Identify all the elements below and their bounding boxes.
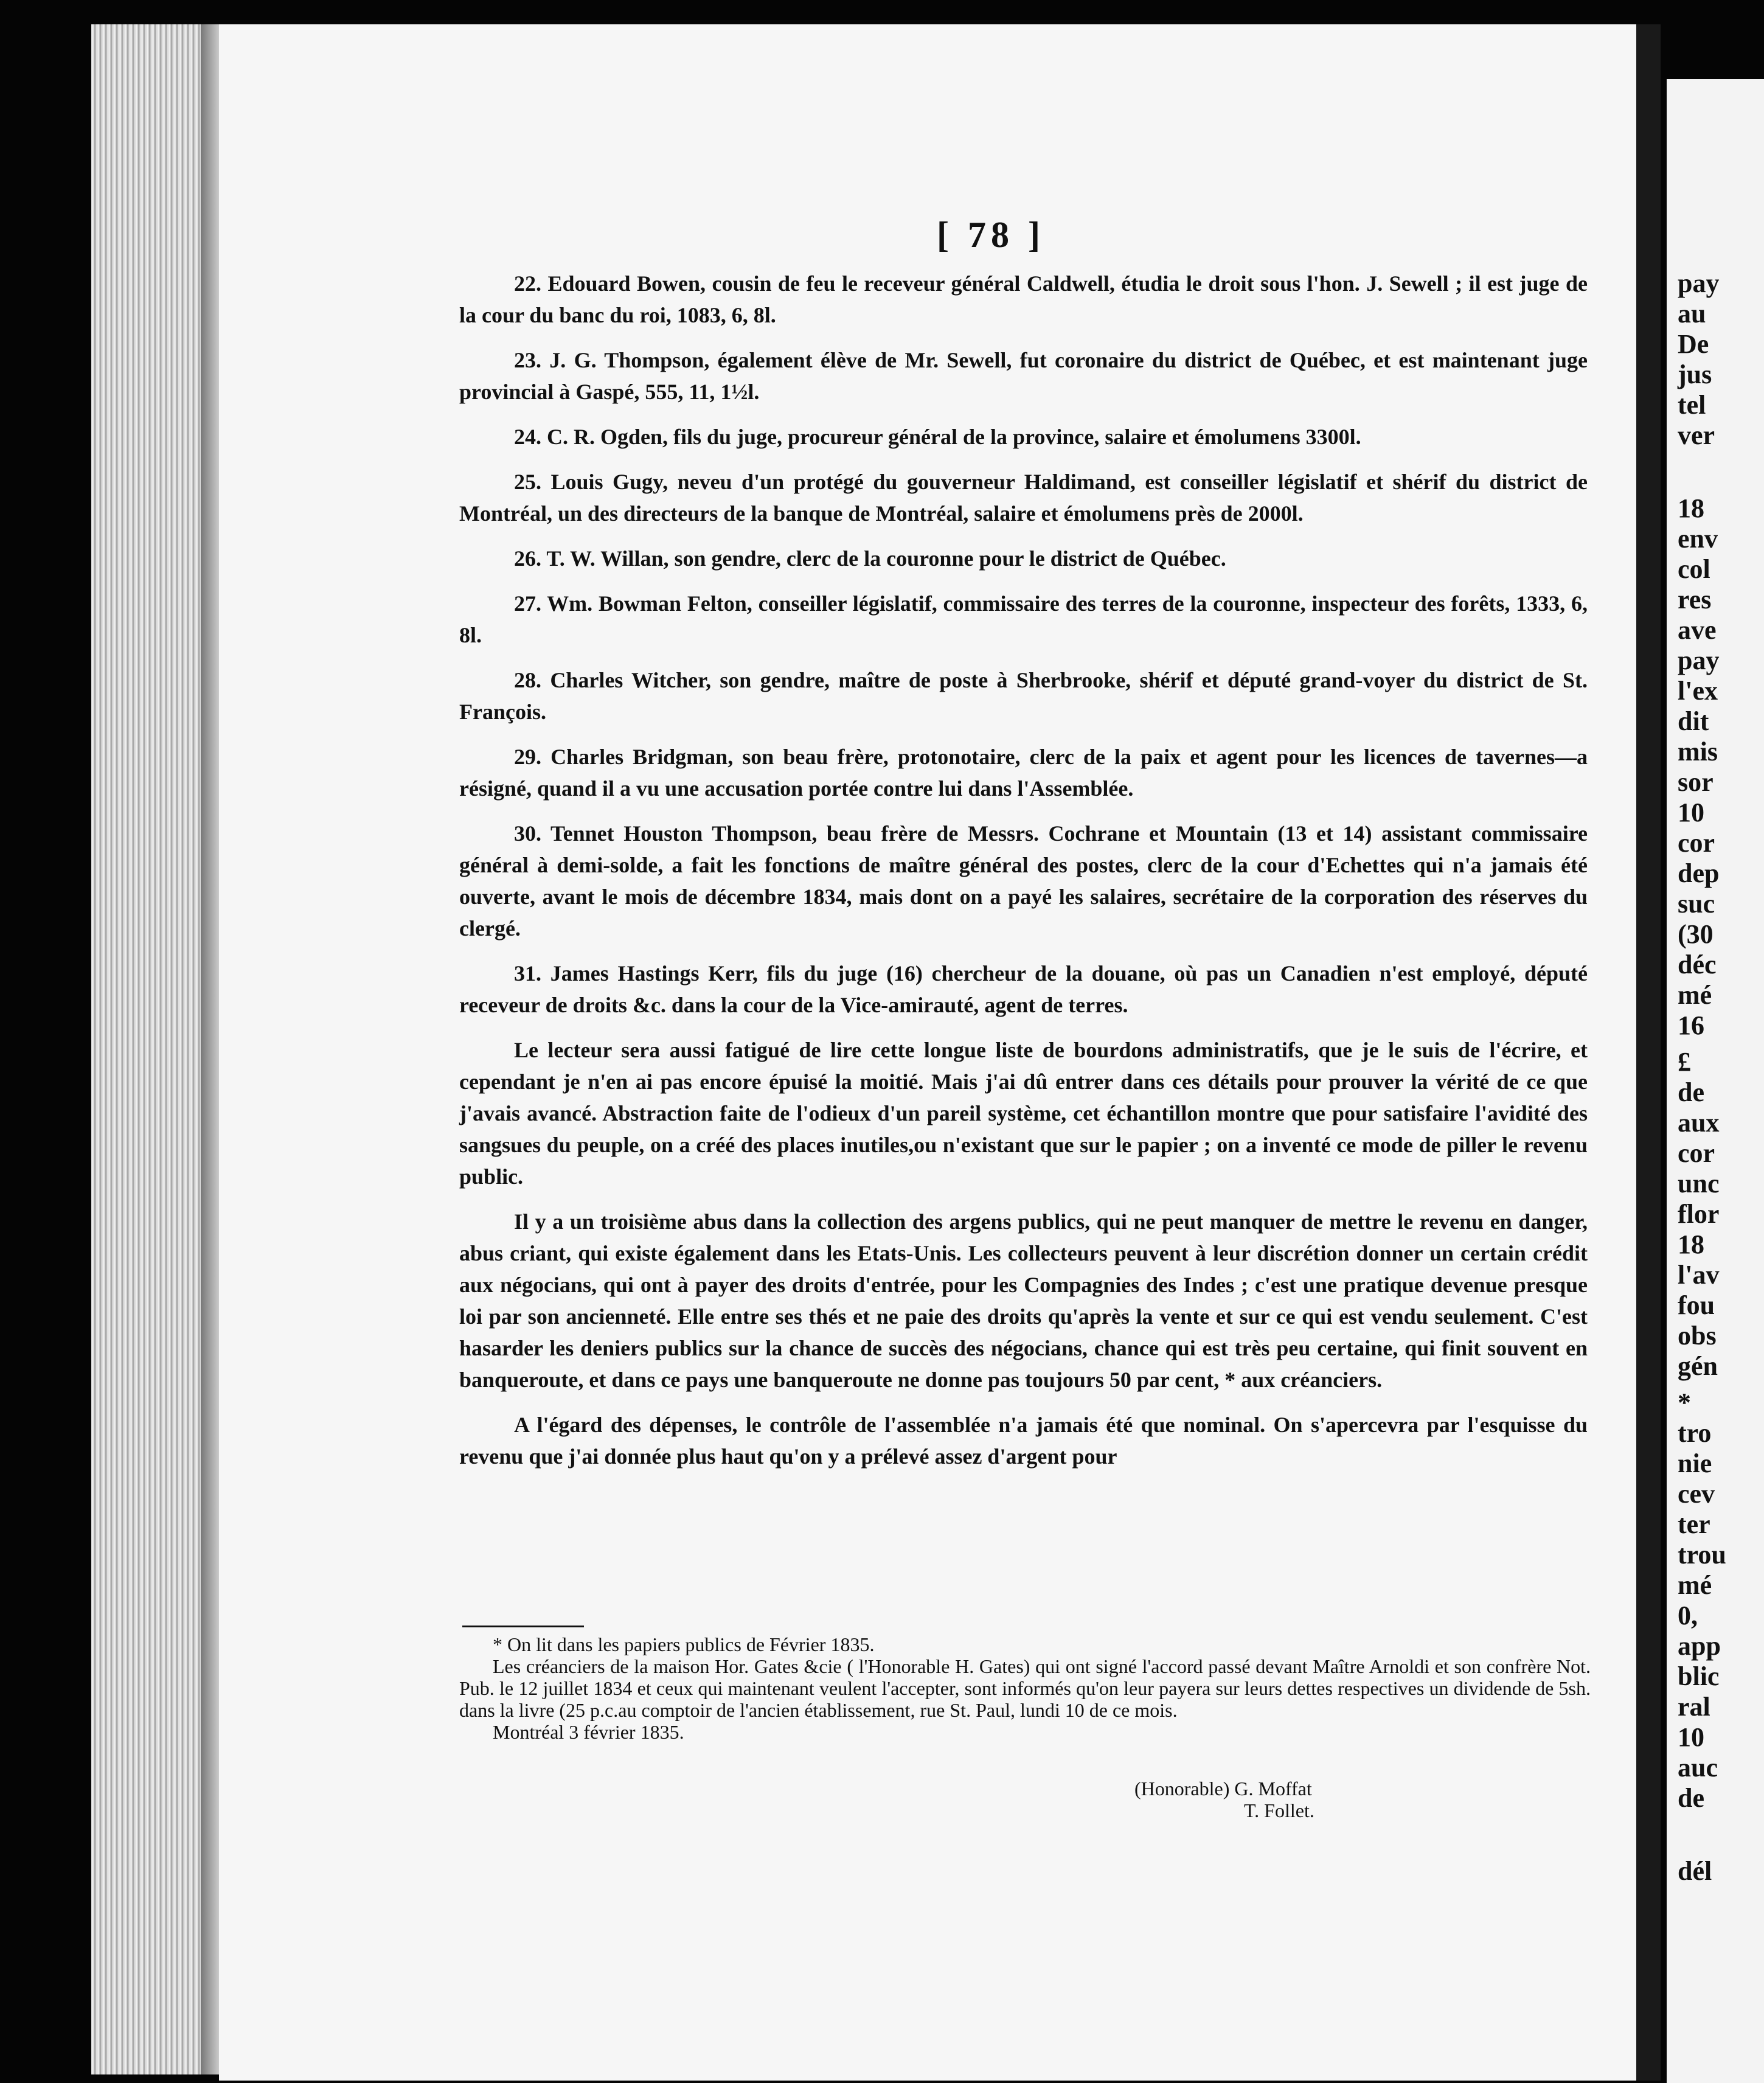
fragment-line: 16 <box>1678 1010 1704 1040</box>
fragment-line: env <box>1678 524 1718 554</box>
paragraph: 31. James Hastings Kerr, fils du juge (16) chercheur de la douane, où pas un Canadien n'est employé, député receveur de droits &c. dans la cour de la Vice-amirauté, agent de terres. <box>459 961 1588 1017</box>
fragment-line: £ <box>1678 1047 1691 1077</box>
paragraph: 23. J. G. Thompson, également élève de Mr. Sewell, fut coronaire du district de Québec, et est maintenant juge provincial à Gaspé, 555, 11, 1½l. <box>459 348 1588 404</box>
fragment-line: aux <box>1678 1108 1720 1138</box>
fragment-line: de <box>1678 1077 1704 1107</box>
paragraph: 25. Louis Gugy, neveu d'un protégé du gouverneur Haldimand, est conseiller législatif et shérif du district de Montréal, un des directeurs de la banque de Montréal, salaire et émolumens près de 2000l. <box>459 470 1588 526</box>
fragment-line: 0, <box>1678 1601 1698 1630</box>
fragment-line: * <box>1678 1388 1691 1417</box>
fragment-line: gén <box>1678 1351 1718 1381</box>
fragment-line: mis <box>1678 737 1718 767</box>
paragraph: 29. Charles Bridgman, son beau frère, protonotaire, clerc de la paix et agent pour les licences de tavernes—a résigné, quand il a vu une accusation portée contre lui dans l'Assemblée. <box>459 745 1588 801</box>
paragraph: Il y a un troisième abus dans la collection des argens publics, qui ne peut manquer de mettre le revenu en danger, abus criant, qui existe également dans les Etats-Unis. Les collecteurs peuvent à leur discrétion donner un certain crédit aux négocians, qui ont à payer des droits d'entrée, pour les Compagnies des Indes ; c'est une pratique devenue presque loi par son ancienneté. Elle entre ses thés et ne paie des droits qu'après la vente et sur ce qui est vendu seulement. C'est hasarder les deniers publics sur la chance de succès des négocians, chance qui est très peu certaine, qui finit souvent en banqueroute, et dans ce pays une banqueroute ne donne pas toujours 50 par cent, * aux créanciers. <box>459 1209 1588 1392</box>
fragment-line: ral <box>1678 1692 1710 1722</box>
footnote-body: Les créanciers de la maison Hor. Gates &cie ( l'Honorable H. Gates) qui ont signé l'accord passé devant Maître Arnoldi et son confrère Not. Pub. le 12 juillet 1834 et ceux qui maintenant veulent l'accepter, sont informés qu'on leur payera sur leurs dettes respectives un dividende de 5sh. dans la livre (25 p.c.au comptoir de l'ancien établissement, rue St. Paul, lundi 10 de ce mois. <box>459 1655 1591 1721</box>
next-page-fragment <box>1667 79 1764 2083</box>
fragment-line: blic <box>1678 1661 1720 1691</box>
fragment-line: de <box>1678 1783 1704 1813</box>
paragraph: A l'égard des dépenses, le contrôle de l'assemblée n'a jamais été que nominal. On s'apercevra par l'esquisse du revenu que j'ai donnée plus haut qu'on y a prélevé assez d'argent pour <box>459 1413 1588 1469</box>
fragment-line: l'ex <box>1678 676 1718 706</box>
fragment-line: col <box>1678 554 1710 584</box>
fragment-line: 10 <box>1678 798 1704 827</box>
paragraph: 22. Edouard Bowen, cousin de feu le receveur général Caldwell, étudia le droit sous l'hon. J. Sewell ; il est juge de la cour du banc du roi, 1083, 6, 8l. <box>459 271 1588 327</box>
fragment-line: obs <box>1678 1321 1717 1351</box>
fragment-line: cor <box>1678 1138 1715 1168</box>
fragment-line: unc <box>1678 1169 1720 1198</box>
fragment-line: pay <box>1678 645 1720 675</box>
footnote-first-line: * On lit dans les papiers publics de Février 1835. <box>493 1633 875 1655</box>
fragment-line: dep <box>1678 858 1720 888</box>
fragment-line: nie <box>1678 1448 1712 1478</box>
fragment-line: tro <box>1678 1418 1712 1448</box>
paragraph: 24. C. R. Ogden, fils du juge, procureur général de la province, salaire et émolumens 3300l. <box>514 425 1361 449</box>
footnote-signature: T. Follet. <box>1244 1800 1314 1821</box>
paragraph: 28. Charles Witcher, son gendre, maître de poste à Sherbrooke, shérif et député grand-voyer du district de St. François. <box>459 668 1588 724</box>
paragraph: 27. Wm. Bowman Felton, conseiller législatif, commissaire des terres de la couronne, inspecteur des forêts, 1333, 6, 8l. <box>459 591 1588 647</box>
main-text <box>459 268 1588 1486</box>
footnote-signature: (Honorable) G. Moffat <box>1134 1778 1312 1800</box>
fragment-line: suc <box>1678 889 1715 919</box>
paragraph: 30. Tennet Houston Thompson, beau frère de Messrs. Cochrane et Mountain (13 et 14) assistant commissaire général à demi-solde, a fait les fonctions de maître général des postes, clerc de la cour d'Echettes qui n'a jamais été ouverte, avant le mois de décembre 1834, mais dont on a payé les salaires, secrétaire de la corporation des réserves du clergé. <box>459 821 1588 941</box>
fragment-line: dit <box>1678 706 1709 736</box>
fragment-line: tel <box>1678 390 1706 420</box>
fragment-line: 18 <box>1678 1229 1704 1259</box>
fragment-line: res <box>1678 585 1712 614</box>
fragment-line: trou <box>1678 1540 1726 1570</box>
fragment-line: cor <box>1678 828 1715 858</box>
fragment-line: pay <box>1678 268 1720 298</box>
fragment-line: flor <box>1678 1199 1720 1229</box>
page-gap <box>1636 24 1661 2081</box>
fragment-line: mé <box>1678 1570 1712 1600</box>
fragment-line: 10 <box>1678 1722 1704 1752</box>
fragment-line: ver <box>1678 420 1715 450</box>
fragment-line: au <box>1678 299 1706 329</box>
paragraph: Le lecteur sera aussi fatigué de lire cette longue liste de bourdons administratifs, que je le suis de l'écrire, et cependant je n'en ai pas encore épuisé la moitié. Mais j'ai dû entrer dans ces détails pour prouver la vérité de ce que j'avais avancé. Abstraction faite de l'odieux d'un pareil système, cet échantillon montre que pour satisfaire l'avidité des sangsues du peuple, on a créé des places inutiles,ou n'existant que sur le papier ; on a inventé ce mode de piller le revenu public. <box>459 1038 1588 1189</box>
fragment-line: app <box>1678 1631 1721 1661</box>
page-number: [ 78 ] <box>937 215 1045 255</box>
footnote-rule <box>462 1626 584 1627</box>
fragment-line: l'av <box>1678 1260 1720 1290</box>
fragment-line: sor <box>1678 767 1714 797</box>
fragment-line: dél <box>1678 1856 1712 1886</box>
fragment-line: (30 <box>1678 919 1714 949</box>
fragment-line: déc <box>1678 950 1717 979</box>
footnote <box>459 1633 1591 1743</box>
fragment-line: mé <box>1678 980 1712 1010</box>
fragment-line: auc <box>1678 1753 1718 1782</box>
footnote-place-date: Montréal 3 février 1835. <box>493 1721 684 1743</box>
fragment-line: fou <box>1678 1290 1715 1320</box>
fragment-line: jus <box>1678 360 1712 389</box>
fragment-line: De <box>1678 329 1709 359</box>
fragment-line: cev <box>1678 1479 1715 1509</box>
fragment-line: ter <box>1678 1509 1710 1539</box>
fragment-line: 18 <box>1678 493 1704 523</box>
paragraph: 26. T. W. Willan, son gendre, clerc de la couronne pour le district de Québec. <box>514 546 1226 571</box>
fragment-line: ave <box>1678 615 1717 645</box>
book-page-edges <box>91 24 201 2074</box>
